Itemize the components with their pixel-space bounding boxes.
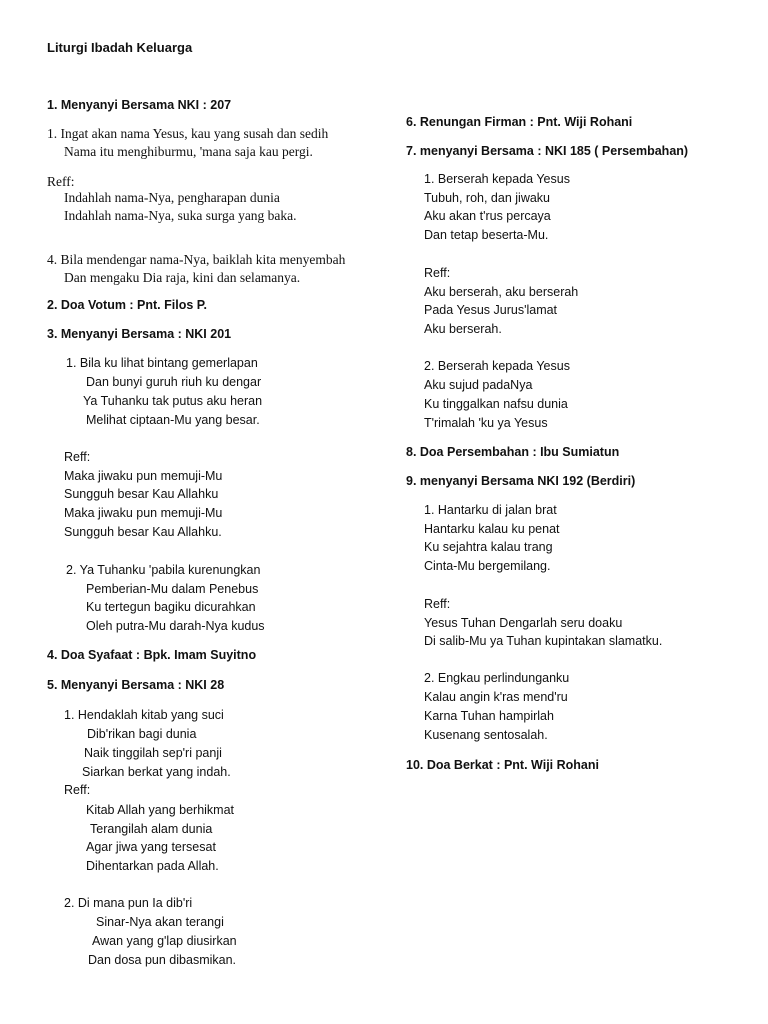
s9-verse2-line1: 2. Engkau perlindunganku [424, 671, 570, 685]
s3-reff-label: Reff: [64, 450, 91, 464]
s5-verse1-line1: 1. Hendaklah kitab yang suci [64, 708, 224, 722]
s1-verse4-line1: 4. Bila mendengar nama-Nya, baiklah kita menyembah [47, 252, 346, 267]
s3-reff-line4: Sungguh besar Kau Allahku. [64, 525, 222, 539]
s3-verse2-line1: 2. Ya Tuhanku 'pabila kurenungkan [66, 563, 261, 577]
s3-verse2-line4: Oleh putra-Mu darah-Nya kudus [86, 619, 265, 633]
section-7-heading: 7. menyanyi Bersama : NKI 185 ( Persembahan) [406, 144, 689, 158]
s1-reff-label: Reff: [47, 174, 75, 189]
s9-verse2-line4: Kusenang sentosalah. [424, 728, 548, 742]
s5-reff-label: Reff: [64, 783, 91, 797]
s7-reff-line1: Aku berserah, aku berserah [424, 285, 579, 299]
s5-reff-line3: Agar jiwa yang tersesat [86, 840, 216, 854]
s7-verse2-line1: 2. Berserah kepada Yesus [424, 359, 570, 373]
s5-verse2-line4: Dan dosa pun dibasmikan. [88, 953, 237, 967]
s9-reff-line1: Yesus Tuhan Dengarlah seru doaku [424, 616, 623, 630]
s7-verse2-line4: T'rimalah 'ku ya Yesus [424, 416, 548, 430]
s5-verse1-line3: Naik tinggilah sep'ri panji [84, 746, 222, 760]
s7-reff-line3: Aku berserah. [424, 322, 502, 336]
s5-verse2-line3: Awan yang g'lap diusirkan [92, 934, 237, 948]
s3-verse1-line4: Melihat ciptaan-Mu yang besar. [86, 413, 260, 427]
s3-reff-line1: Maka jiwaku pun memuji-Mu [64, 469, 223, 483]
section-5-heading: 5. Menyanyi Bersama : NKI 28 [47, 678, 225, 692]
s1-verse1-line1: 1. Ingat akan nama Yesus, kau yang susah dan sedih [47, 126, 329, 141]
s1-reff-line1: Indahlah nama-Nya, pengharapan dunia [64, 190, 280, 205]
s1-verse4-line2: Dan mengaku Dia raja, kini dan selamanya. [64, 270, 301, 285]
s7-verse1-line1: 1. Berserah kepada Yesus [424, 172, 570, 186]
s7-reff-line2: Pada Yesus Jurus'lamat [424, 303, 558, 317]
s5-verse1-line4: Siarkan berkat yang indah. [82, 765, 231, 779]
s7-verse1-line2: Tubuh, roh, dan jiwaku [424, 191, 551, 205]
s5-reff-line4: Dihentarkan pada Allah. [86, 859, 219, 873]
document-title: Liturgi Ibadah Keluarga [47, 40, 193, 55]
s3-verse1-line1: 1. Bila ku lihat bintang gemerlapan [66, 356, 258, 370]
s1-reff-line2: Indahlah nama-Nya, suka surga yang baka. [64, 208, 297, 223]
s9-verse2-line3: Karna Tuhan hampirlah [424, 709, 554, 723]
s9-verse1-line4: Cinta-Mu bergemilang. [424, 559, 551, 573]
s9-verse1-line1: 1. Hantarku di jalan brat [424, 503, 557, 517]
s3-verse2-line2: Pemberian-Mu dalam Penebus [86, 582, 259, 596]
section-10-heading: 10. Doa Berkat : Pnt. Wiji Rohani [406, 758, 599, 772]
s7-verse2-line2: Aku sujud padaNya [424, 378, 533, 392]
s3-verse2-line3: Ku tertegun bagiku dicurahkan [86, 600, 256, 614]
s3-verse1-line2: Dan bunyi guruh riuh ku dengar [86, 375, 262, 389]
s5-verse2-line2: Sinar-Nya akan terangi [96, 915, 224, 929]
s5-verse2-line1: 2. Di mana pun Ia dib'ri [64, 896, 193, 910]
s3-reff-line2: Sungguh besar Kau Allahku [64, 487, 219, 501]
s9-reff-label: Reff: [424, 597, 451, 611]
s5-verse1-line2: Dib'rikan bagi dunia [87, 727, 197, 741]
section-1-heading: 1. Menyanyi Bersama NKI : 207 [47, 98, 232, 112]
section-2-heading: 2. Doa Votum : Pnt. Filos P. [47, 298, 207, 312]
section-6-heading: 6. Renungan Firman : Pnt. Wiji Rohani [406, 115, 633, 129]
s3-reff-line3: Maka jiwaku pun memuji-Mu [64, 506, 223, 520]
section-3-heading: 3. Menyanyi Bersama : NKI 201 [47, 327, 232, 341]
section-8-heading: 8. Doa Persembahan : Ibu Sumiatun [406, 445, 620, 459]
s7-verse2-line3: Ku tinggalkan nafsu dunia [424, 397, 568, 411]
s5-reff-line2: Terangilah alam dunia [90, 822, 213, 836]
s3-verse1-line3: Ya Tuhanku tak putus aku heran [83, 394, 263, 408]
s7-reff-label: Reff: [424, 266, 451, 280]
s1-verse1-line2: Nama itu menghiburmu, 'mana saja kau pergi. [64, 144, 313, 159]
s7-verse1-line4: Dan tetap beserta-Mu. [424, 228, 549, 242]
s9-verse1-line2: Hantarku kalau ku penat [424, 522, 560, 536]
s7-verse1-line3: Aku akan t'rus percaya [424, 209, 551, 223]
s9-reff-line2: Di salib-Mu ya Tuhan kupintakan slamatku. [424, 634, 663, 648]
s5-reff-line1: Kitab Allah yang berhikmat [86, 803, 235, 817]
section-4-heading: 4. Doa Syafaat : Bpk. Imam Suyitno [47, 648, 257, 662]
s9-verse2-line2: Kalau angin k'ras mend'ru [424, 690, 568, 704]
s9-verse1-line3: Ku sejahtra kalau trang [424, 540, 553, 554]
section-9-heading: 9. menyanyi Bersama NKI 192 (Berdiri) [406, 474, 636, 488]
